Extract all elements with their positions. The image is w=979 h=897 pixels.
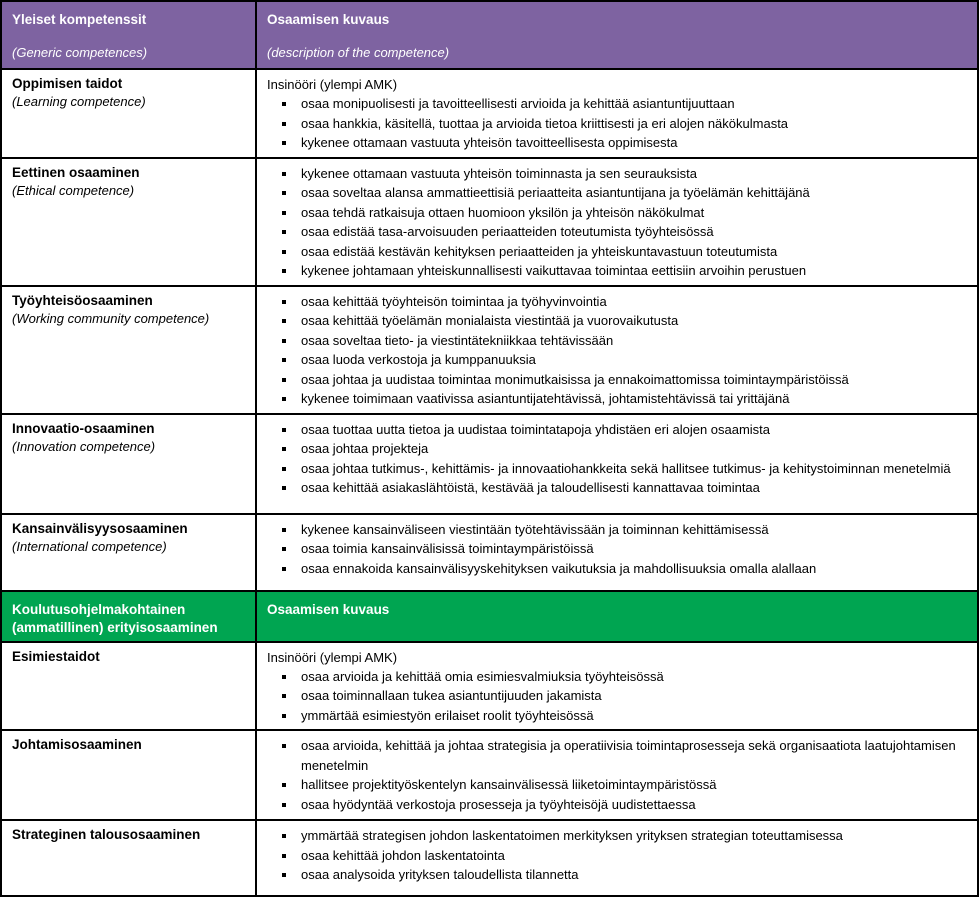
- competence-description-cell: [257, 731, 977, 819]
- competence-name-english: (Working community competence): [12, 310, 210, 326]
- description-bullet: ▪ osaa soveltaa alansa ammattieettisiä periaatteita asiantuntijana ja työelämän kehittäjänä: [297, 183, 969, 203]
- table-row: [2, 513, 977, 590]
- section-col1-subtitle: (Generic competences): [12, 45, 148, 60]
- table-row: [2, 729, 977, 819]
- table-row: [2, 819, 977, 895]
- competence-description-cell: [257, 159, 977, 285]
- section-col1-title: Koulutusohjelmakohtainen (ammatillinen) erityisosaaminen: [12, 601, 218, 635]
- competence-name-cell: [2, 643, 257, 730]
- description-bullet-list: [267, 667, 969, 726]
- competence-name-english: (Learning competence): [12, 94, 146, 109]
- description-bullet: ▪ osaa ennakoida kansainvälisyyskehityksen vaikutuksia ja mahdollisuuksia omalla alallaan: [297, 559, 969, 579]
- competence-name: Esimiestaidot: [12, 648, 100, 664]
- description-bullet: ▪ osaa johtaa ja uudistaa toimintaa monimutkaisissa ja ennakoimattomissa toimintaympäristöissä: [297, 370, 969, 390]
- competence-name-english: (Innovation competence): [12, 438, 156, 454]
- description-bullet: ▪ osaa toimia kansainvälisissä toimintaympäristöissä: [297, 539, 969, 559]
- competence-name-cell: [2, 731, 257, 819]
- competence-name: Innovaatio-osaaminen: [12, 420, 155, 436]
- description-bullet-list: [267, 94, 969, 153]
- description-intro: Insinööri (ylempi AMK): [267, 649, 398, 665]
- description-bullet: ▪ osaa luoda verkostoja ja kumppanuuksia: [297, 350, 969, 370]
- competence-description-cell: [257, 643, 977, 730]
- description-bullet-list: [267, 164, 969, 281]
- description-bullet: ▪ osaa analysoida yrityksen taloudellista tilannetta: [297, 865, 969, 885]
- description-bullet-list: [267, 736, 969, 814]
- description-bullet: ▪ osaa johtaa projekteja: [297, 439, 969, 459]
- description-bullet: ▪ ymmärtää esimiestyön erilaiset roolit työyhteisössä: [297, 706, 969, 726]
- description-bullet: ▪ osaa tuottaa uutta tietoa ja uudistaa toimintatapoja yhdistäen eri alojen osaamista: [297, 420, 969, 440]
- section-col2-title: Osaamisen kuvaus: [267, 601, 390, 617]
- competence-name: Työyhteisöosaaminen: [12, 292, 153, 308]
- competence-description-cell: [257, 821, 977, 895]
- section-col2-title: Osaamisen kuvaus: [267, 12, 390, 27]
- competence-description-cell: [257, 515, 977, 590]
- competence-description-cell: [257, 287, 977, 413]
- description-bullet-list: [267, 292, 969, 409]
- description-bullet: ▪ osaa tehdä ratkaisuja ottaen huomioon yksilön ja yhteisön näkökulmat: [297, 203, 969, 223]
- competence-name: Johtamisosaaminen: [12, 737, 142, 752]
- competence-name-cell: [2, 287, 257, 413]
- description-bullet: ▪ osaa edistää kestävän kehityksen periaatteiden ja yhteiskuntavastuun toteutumista: [297, 242, 969, 262]
- description-bullet: ▪ osaa hankkia, käsitellä, tuottaa ja arvioida tietoa kriittisesti ja eri alojen näkökulmasta: [297, 114, 969, 134]
- table-row: [2, 157, 977, 285]
- description-bullet: ▪ osaa toiminnallaan tukea asiantuntijuuden jakamista: [297, 686, 969, 706]
- section-header: [2, 2, 977, 68]
- description-bullet: ▪ kykenee kansainväliseen viestintään työtehtävissään ja toiminnan kehittämisessä: [297, 520, 969, 540]
- description-bullet: ▪ kykenee johtamaan yhteiskunnallisesti vaikuttavaa toimintaa eettisiin arvoihin perustuen: [297, 261, 969, 281]
- table-row: [2, 285, 977, 413]
- competence-name-cell: [2, 821, 257, 895]
- description-bullet: ▪ osaa johtaa tutkimus-, kehittämis- ja innovaatiohankkeita sekä hallitsee tutkimus- ja kehitystoiminnan menetelmiä: [297, 459, 969, 479]
- competence-name-cell: [2, 415, 257, 513]
- competence-name-cell: [2, 159, 257, 285]
- description-intro: Insinööri (ylempi AMK): [267, 77, 398, 92]
- table-row: [2, 68, 977, 157]
- competence-name-english: (International competence): [12, 538, 167, 554]
- description-bullet: ▪ kykenee toimimaan vaativissa asiantuntijatehtävissä, johtamistehtävissä tai yrittäjänä: [297, 389, 969, 409]
- table-row: [2, 413, 977, 513]
- description-bullet: ▪ kykenee ottamaan vastuuta yhteisön tavoitteellisesta oppimisesta: [297, 133, 969, 153]
- section-header-right-cell: [257, 592, 977, 641]
- description-bullet-list: [267, 520, 969, 579]
- competence-name-cell: [2, 70, 257, 157]
- description-bullet: ▪ osaa arvioida ja kehittää omia esimiesvalmiuksia työyhteisössä: [297, 667, 969, 687]
- section-header-left-cell: [2, 2, 257, 68]
- description-bullet-list: [267, 420, 969, 498]
- competence-name: Oppimisen taidot: [12, 76, 123, 91]
- description-bullet: ▪ osaa kehittää työyhteisön toimintaa ja työhyvinvointia: [297, 292, 969, 312]
- description-bullet: ▪ osaa arvioida, kehittää ja johtaa strategisia ja operatiivisia toimintaprosesseja sekä organisaatiota laatujohtamisen menetelmin: [297, 736, 969, 775]
- description-bullet: ▪ osaa monipuolisesti ja tavoitteellisesti arvioida ja kehittää asiantuntijuuttaan: [297, 94, 969, 114]
- table-row: [2, 641, 977, 730]
- description-bullet: ▪ osaa edistää tasa-arvoisuuden periaatteiden toteutumista työyhteisössä: [297, 222, 969, 242]
- description-bullet: ▪ osaa kehittää johdon laskentatointa: [297, 846, 969, 866]
- description-bullet-list: [267, 826, 969, 885]
- description-bullet: ▪ osaa hyödyntää verkostoja prosesseja ja työyhteisöjä uudistettaessa: [297, 795, 969, 815]
- competence-description-cell: [257, 415, 977, 513]
- description-bullet: ▪ hallitsee projektityöskentelyn kansainvälisessä liiketoimintaympäristössä: [297, 775, 969, 795]
- section-col1-title: Yleiset kompetenssit: [12, 12, 147, 27]
- competence-name-cell: [2, 515, 257, 590]
- competence-name-english: (Ethical competence): [12, 182, 135, 198]
- section-header-left-cell: [2, 592, 257, 641]
- description-bullet: ▪ osaa soveltaa tieto- ja viestintätekniikkaa tehtävissään: [297, 331, 969, 351]
- description-bullet: ▪ kykenee ottamaan vastuuta yhteisön toiminnasta ja sen seurauksista: [297, 164, 969, 184]
- competence-name: Kansainvälisyysosaaminen: [12, 520, 188, 536]
- section-col2-subtitle: (description of the competence): [267, 45, 450, 60]
- section-header: [2, 590, 977, 641]
- competence-description-cell: [257, 70, 977, 157]
- section-header-right-cell: [257, 2, 977, 68]
- description-bullet: ▪ osaa kehittää työelämän monialaista viestintää ja vuorovaikutusta: [297, 311, 969, 331]
- description-bullet: ▪ osaa kehittää asiakaslähtöistä, kestävää ja taloudellisesti kannattavaa toimintaa: [297, 478, 969, 498]
- competence-name: Eettinen osaaminen: [12, 164, 140, 180]
- competence-name: Strateginen talousosaaminen: [12, 827, 201, 842]
- description-bullet: ▪ ymmärtää strategisen johdon laskentatoimen merkityksen yrityksen strategian toteuttamisessa: [297, 826, 969, 846]
